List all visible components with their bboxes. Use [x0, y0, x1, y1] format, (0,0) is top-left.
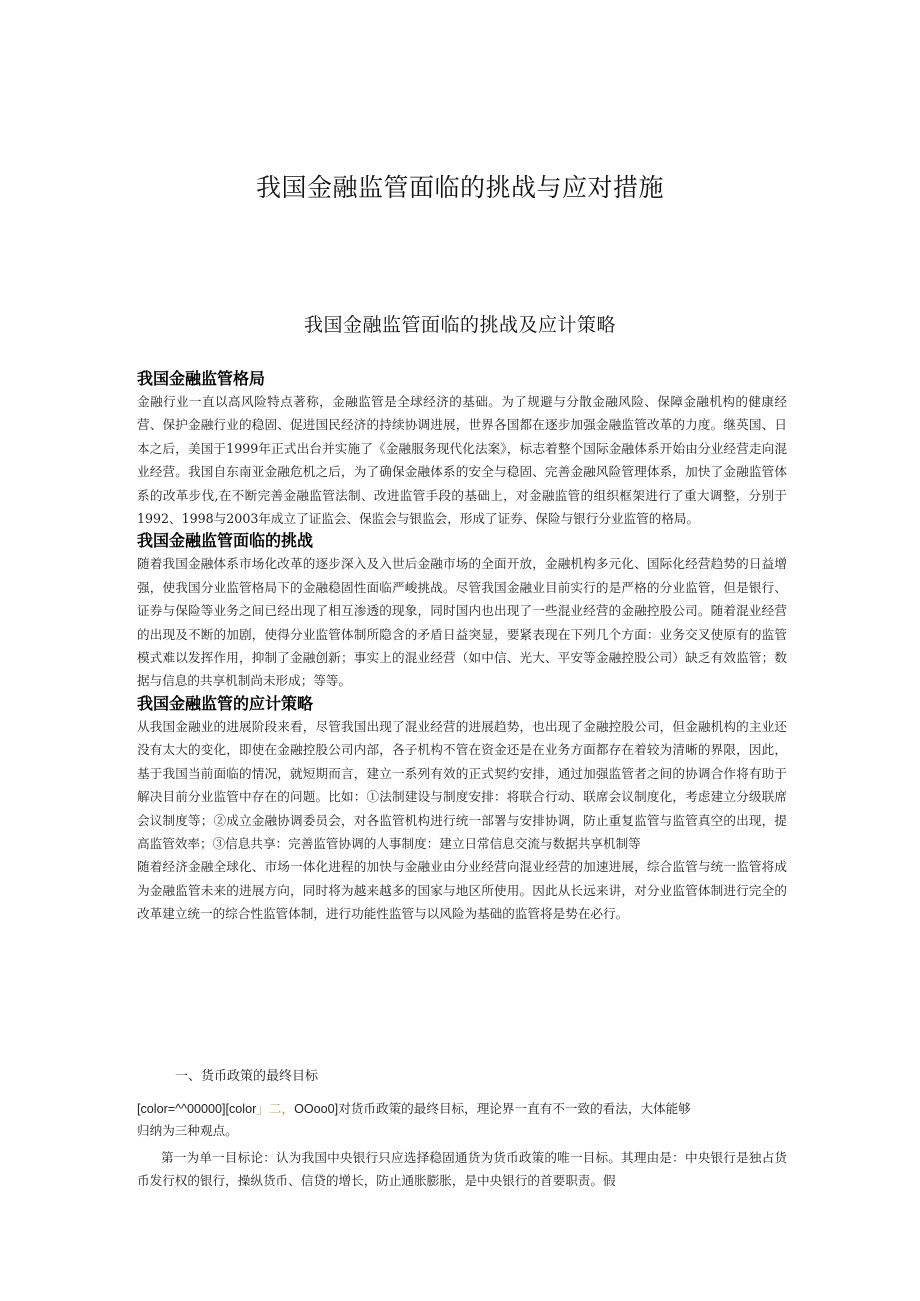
section-challenges: [137, 530, 787, 692]
document-title: 我国金融监管面临的挑战与应对措施: [255, 173, 664, 202]
color-markup-prefix: [color=^^00000][color: [137, 1102, 257, 1116]
main-content: [137, 368, 787, 926]
section-paragraph: 随着经济金融全球化、市场一体化进程的加快与金融业由分业经营向混业经营的加速进展，综合监管与统一监管将成为金融监管未来的进展方向，同时将为越来越多的国家与地区所使用。因此从长远来讲，对分业监管体制进行完全的改革建立统一的综合性监管体制，进行功能性监管与以风险为基础的监管将是势在必行。: [137, 859, 787, 922]
monetary-heading: 一、货币政策的最终目标: [175, 1069, 319, 1084]
color-markup-text: 对货币政策的最终目标，理论界一直有不一致的看法，大体能够: [338, 1101, 691, 1116]
section-paragraph: 随着我国金融体系市场化改革的逐步深入及入世后金融市场的全面开放，金融机构多元化、国际化经营趋势的日益增强，使我国分业监管格局下的金融稳固性面临严峻挑战。尽管我国金融业目前实行的是严格的分业监管，但是银行、证券与保险等业务之间已经出现了相互渗透的现象，同时国内也出现了一些混业经营的金融控股公司。随着混业经营的出现及不断的加剧，使得分业监管体制所隐含的矛盾日益突显，要紧表现在下列几个方面：业务交叉使原有的监管模式难以发挥作用，抑制了金融创新；事实上的混业经营（如中信、光大、平安等金融控股公司）缺乏有效监管；数据与信息的共享机制尚未形成；等等。: [137, 556, 787, 689]
section-landscape: [137, 368, 787, 530]
color-markup-line-2: 归纳为三种观点。: [137, 1123, 238, 1138]
section-heading: 我国金融监管的应计策略: [137, 693, 314, 713]
section-heading: 我国金融监管格局: [137, 369, 266, 388]
section-paragraph: 从我国金融业的进展阶段来看，尽管我国出现了混业经营的进展趋势，也出现了金融控股公司，但金融机构的主业还没有太大的变化，即使在金融控股公司内部，各子机构不管在资金还是在业务方面都存在着较为清晰的界限，因此，基于我国当前面临的情况，就短期而言，建立一系列有效的正式契约安排，通过加强监管者之间的协调合作将有助于解决目前分业监管中存在的问题。比如：①法制建设与制度安排：将联合行动、联席会议制度化，考虑建立分级联席会议制度等；②成立金融协调委员会，对各监管机构进行统一部署与安排协调，防止重复监管与监管真空的出现，提高监管效率；③信息共享：完善监管协调的人事制度：建立日常信息交流与数据共享机制等: [137, 718, 787, 851]
section-heading: 我国金融监管面临的挑战: [137, 531, 314, 551]
monetary-paragraph: 第一为单一目标论：认为我国中央银行只应选择稳固通货为货币政策的唯一目标。其理由是：中央银行是独占货币发行权的银行，操纵货币、信贷的增长，防止通胀膨胀，是中央银行的首要职责。假: [137, 1150, 787, 1189]
section-paragraph: 金融行业一直以高风险特点著称，金融监管是全球经济的基础。为了规避与分散金融风险、保障金融机构的健康经营、保护金融行业的稳固、促进国民经济的持续协调进展，世界各国都在逐步加强金融监管改革的力度。继英国、日本之后，美国于1999年正式出台并实施了《金融服务现代化法案》，标志着整个国际金融体系开始由分业经营走向混业经营。我国自东南亚金融危机之后，为了确保金融体系的安全与稳固、完善金融风险管理体系，加快了金融监管体系的改革步伐,在不断完善金融监管法制、改进监管手段的基础上，对金融监管的组织框架进行了重大调整，分别于1992、1998与2003年成立了证监会、保监会与银监会，形成了证券、保险与银行分业监管的格局。: [137, 394, 787, 527]
color-markup-line: [137, 1098, 787, 1120]
color-markup-suffix: 」二，: [256, 1101, 295, 1116]
color-markup-code: OOoo0]: [294, 1102, 339, 1116]
monetary-section: [137, 1098, 787, 1193]
document-subtitle: 我国金融监管面临的挑战及应计策略: [303, 314, 616, 336]
section-strategy: [137, 693, 787, 926]
